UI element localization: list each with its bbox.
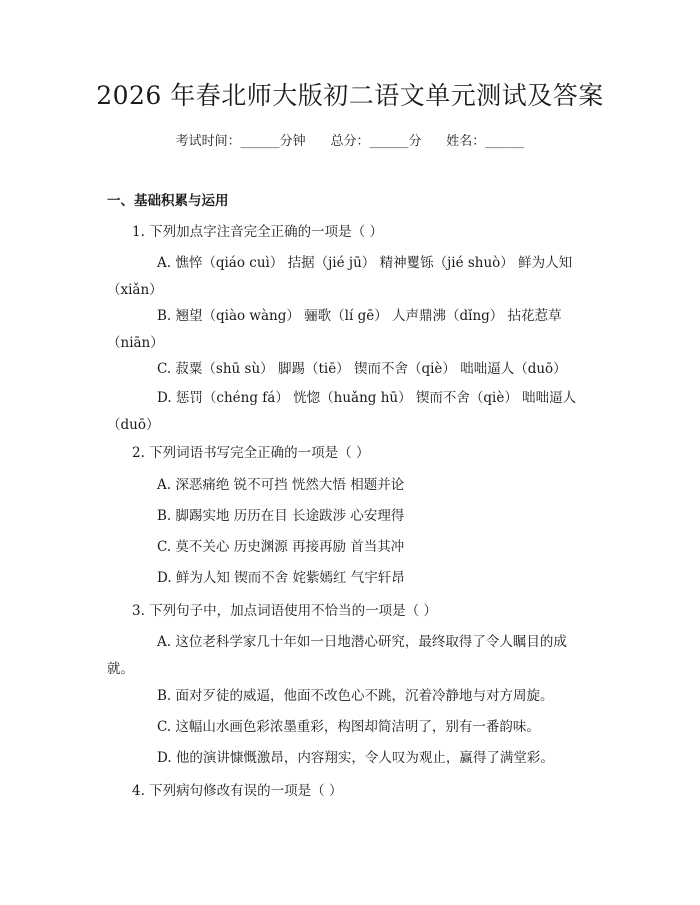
question-option: B. 翘望（qiào wàng） 骊歌（lí gē） 人声鼎沸（dǐng） 拈花惹草（niān） [107,308,562,351]
exam-time-field: 考试时间：______分钟 [175,134,306,149]
page-title: 2026 年春北师大版初二语文单元测试及答案 [96,81,604,110]
question-option: A. 憔悴（qiáo cuì） 拮据（jié jū） 精神矍铄（jié shuò） 鲜为人知（xiǎn） [107,255,573,298]
exam-meta [0,132,700,152]
total-score-field: 总分：______分 [330,134,422,149]
section-heading: 一、基础积累与运用 [107,193,229,209]
question-stem: 2. 下列词语书写完全正确的一项是（ ） [132,445,370,461]
question-option: D. 鲜为人知 锲而不舍 姹紫嫣红 气宇轩昂 [157,570,405,586]
question-stem: 3. 下列句子中，加点词语使用不恰当的一项是（ ） [132,603,437,619]
question-option: B. 脚踢实地 历历在目 长途跋涉 心安理得 [157,508,405,524]
question-option: B. 面对歹徒的威逼，他面不改色心不跳，沉着冷静地与对方周旋。 [157,688,554,704]
question-option: C. 菽粟（shū sù） 脚踢（tiē） 锲而不舍（qiè） 咄咄逼人（duō） [157,361,567,377]
question-stem: 1. 下列加点字注音完全正确的一项是（ ） [132,224,383,240]
question-option: D. 他的演讲慷慨激昂，内容翔实，令人叹为观止，赢得了满堂彩。 [157,750,554,766]
question-stem: 4. 下列病句修改有误的一项是（ ） [132,783,343,799]
question-option: C. 这幅山水画色彩浓墨重彩，构图却简洁明了，别有一番韵味。 [157,719,540,735]
question-option: A. 这位老科学家几十年如一日地潜心研究，最终取得了令人瞩目的成就。 [107,634,567,677]
student-name-field: 姓名：______ [446,134,525,149]
question-option: D. 惩罚（chéng fá） 恍惚（huǎng hū） 锲而不舍（qiè） 咄咄逼人（duō） [107,390,577,433]
question-option: A. 深恶痛绝 锐不可挡 恍然大悟 相题并论 [157,477,405,493]
question-option: C. 莫不关心 历史渊源 再接再励 首当其冲 [157,539,405,555]
